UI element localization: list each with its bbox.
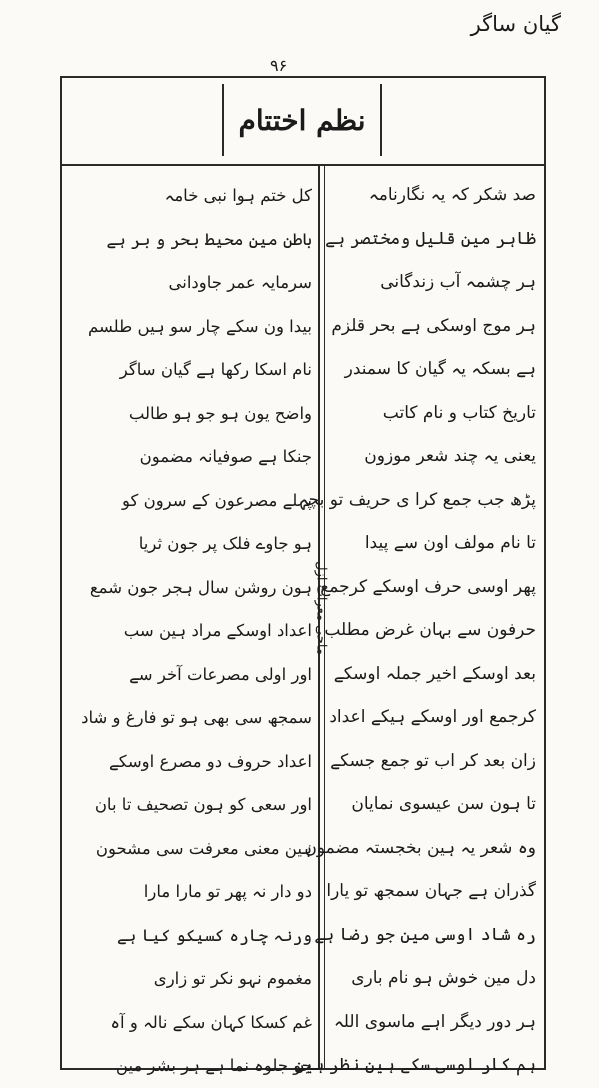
verse-line: ہے بسکہ یہ گیان کا سمندر xyxy=(344,359,536,379)
poem-title: نظم اختتام xyxy=(238,103,366,137)
verse-line: مغموم نہو نکر تو زاری xyxy=(153,969,312,988)
verse-line: وہ شعر یہ ہین بخجستہ مضمون xyxy=(304,837,536,858)
verse-line: سمجھ سی بھی ہو تو فارغ و شاد xyxy=(81,708,312,727)
verse-line: تا ہون سن عیسوی نمایان xyxy=(351,794,536,814)
verse-line: پہلے مصرعون کے سرون کو xyxy=(121,490,312,510)
verse-line: دل مین خوش ہو نام باری xyxy=(351,968,536,988)
verse-line: کرجمع اور اوسکے ہیکے اعداد xyxy=(329,707,536,727)
verse-line: غم کسکا کہان سکے نالہ و آہ xyxy=(110,1012,312,1032)
page-number: ۹۶ xyxy=(270,56,288,75)
verse-line: واضح یون ہو جو ہو طالب xyxy=(128,403,312,423)
verse-line: سرمایہ عمر جاودانی xyxy=(168,273,312,292)
verse-line: ظاہر مین قلیل ومختصر ہے xyxy=(325,228,536,249)
verse-line: صد شکر کہ یہ نگارنامہ xyxy=(368,185,536,205)
verse-line: گذران ہے جہان سمجھ تو یارا xyxy=(326,881,536,901)
verse-line: تاریخ کتاب و نام کاتب xyxy=(382,402,536,423)
verse-line: ہر موج اوسکی ہے بحر قلزم xyxy=(331,315,536,336)
verse-line: جو جلوہ نما ہے ہر بشر مین xyxy=(115,1056,312,1075)
verse-line: تا نام مولف اون سے پیدا xyxy=(364,533,536,553)
left-verse-column xyxy=(72,174,312,1088)
verse-line: زان بعد کر اب تو جمع جسکے xyxy=(330,750,536,771)
verse-line: بعد اوسکے اخیر جملہ اوسکے xyxy=(333,663,536,684)
verse-line: ہر چشمہ آب زندگانی xyxy=(380,272,536,292)
verse-line: پھر اوسی حرف اوسکے کرجمع xyxy=(320,576,536,597)
verse-line: کل ختم ہوا نبی خامہ xyxy=(164,186,312,205)
title-band xyxy=(62,78,544,166)
running-head: گیان ساگر xyxy=(470,12,561,36)
verse-line: حرفون سے بہان غرض مطلب xyxy=(324,620,536,640)
verse-line: بیدا ون سکے چار سو ہیں طلسم xyxy=(87,316,312,336)
verse-line: ورنہ چارہ کسیکو کیا ہے xyxy=(116,925,312,945)
verse-line: ہون روشن سال ہجر جون شمع xyxy=(89,577,312,597)
verse-line: نام اسکا رکھا ہے گیان ساگر xyxy=(119,360,312,379)
verse-line: رہ شاد اوسی مین جو رضا ہے xyxy=(314,924,536,945)
verse-line: دو دار نہ پھر تو مارا مارا xyxy=(143,882,312,901)
verse-line: ہو جاوے فلک پر جون ثریا xyxy=(138,534,312,553)
page-frame xyxy=(60,76,546,1075)
verse-line: پڑھ جب جمع کرا ی حریف تو بچہ xyxy=(298,489,536,510)
verse-line: جنکا ہے صوفیانہ مضمون xyxy=(139,447,312,466)
verse-line: اعداد اوسکے مراد ہین سب xyxy=(123,621,312,640)
verse-line: یعنی یہ چند شعر موزون xyxy=(364,446,536,466)
margin-note-text: ماحی معرات ازل xyxy=(313,561,329,655)
verse-line: ہم کار اوسی سکے ہین نظر ہین xyxy=(294,1055,536,1075)
verse-line: ہر دور دیگر اہے ماسوی اللہ xyxy=(333,1011,536,1032)
verse-line: ہین معنی معرفت سی مشحون xyxy=(95,838,312,858)
title-box xyxy=(222,84,382,156)
verse-line: باطن مین محیط بحر و بر ہے xyxy=(106,229,312,249)
verse-line: اور اولی مصرعات آخر سے xyxy=(129,664,312,684)
verse-line: اعداد حروف دو مصرع اوسکے xyxy=(109,751,312,771)
verse-line: اور سعی کو ہون تصحیف تا بان xyxy=(94,795,312,814)
